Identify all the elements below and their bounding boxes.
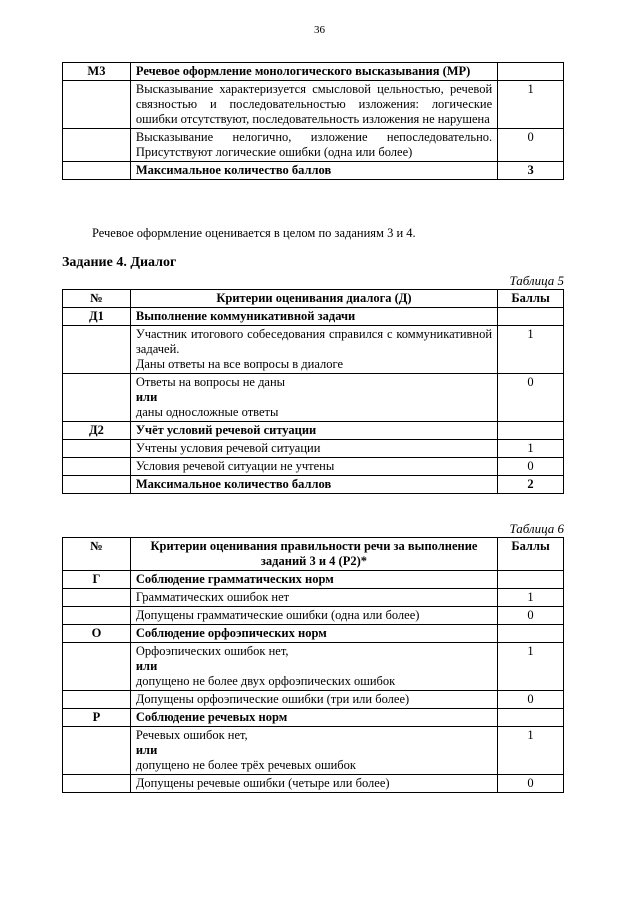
criterion-code: О bbox=[63, 625, 131, 643]
table-row bbox=[63, 422, 564, 440]
criterion-text: Грамматических ошибок нет bbox=[130, 589, 497, 607]
table-row bbox=[63, 129, 564, 162]
table-speech-correctness bbox=[62, 537, 564, 793]
points-cell bbox=[498, 571, 564, 589]
table-row bbox=[63, 727, 564, 775]
criterion-text: Допущены грамматические ошибки (одна или более) bbox=[130, 607, 497, 625]
criterion-line: даны односложные ответы bbox=[135, 405, 279, 419]
max-score-label: Максимальное количество баллов bbox=[130, 162, 497, 180]
task4-heading: Задание 4. Диалог bbox=[62, 255, 177, 270]
page-number: 36 bbox=[314, 24, 325, 36]
code-cell bbox=[63, 129, 131, 162]
criterion-line: Участник итогового собеседования справился с коммуникативной задачей. bbox=[135, 327, 493, 356]
points-cell bbox=[498, 63, 564, 81]
points-cell: 1 bbox=[498, 589, 564, 607]
criterion-line: Даны ответы на все вопросы в диалоге bbox=[135, 357, 343, 371]
criterion-text bbox=[130, 727, 497, 775]
points-cell: 0 bbox=[498, 775, 564, 793]
max-score-value: 3 bbox=[498, 162, 564, 180]
table-row bbox=[63, 440, 564, 458]
criterion-code: Г bbox=[63, 571, 131, 589]
table-row bbox=[63, 643, 564, 691]
col-number-header: № bbox=[63, 538, 131, 571]
points-cell: 1 bbox=[498, 326, 564, 374]
points-cell bbox=[498, 422, 564, 440]
criterion-text: Высказывание характеризуется смысловой цельностью, речевой связностью и последовательностью изложения: логические ошибки отсутствуют, последовательность изложения не нарушена bbox=[130, 81, 497, 129]
col-number-header: № bbox=[63, 290, 131, 308]
criterion-text bbox=[130, 326, 497, 374]
criterion-line: Ответы на вопросы не даны bbox=[135, 375, 286, 389]
or-connector: или bbox=[135, 743, 158, 757]
criterion-title: Соблюдение грамматических норм bbox=[130, 571, 497, 589]
table-dialog-criteria bbox=[62, 289, 564, 494]
max-score-value: 2 bbox=[498, 476, 564, 494]
criterion-text bbox=[130, 643, 497, 691]
criterion-text bbox=[130, 374, 497, 422]
points-cell: 0 bbox=[498, 129, 564, 162]
table-row bbox=[63, 691, 564, 709]
points-cell: 1 bbox=[498, 81, 564, 129]
code-cell bbox=[63, 643, 131, 691]
criterion-text: Допущены орфоэпические ошибки (три или более) bbox=[130, 691, 497, 709]
criterion-line: Речевых ошибок нет, bbox=[135, 728, 248, 742]
code-cell bbox=[63, 81, 131, 129]
criterion-text: Высказывание нелогично, изложение непоследовательно. Присутствуют логические ошибки (одна или более) bbox=[130, 129, 497, 162]
criterion-code: Д2 bbox=[63, 422, 131, 440]
points-cell bbox=[498, 709, 564, 727]
code-cell bbox=[63, 589, 131, 607]
table-monolog-speech bbox=[62, 62, 564, 180]
table-header-row bbox=[63, 290, 564, 308]
points-cell: 1 bbox=[498, 440, 564, 458]
code-cell bbox=[63, 476, 131, 494]
points-cell: 1 bbox=[498, 727, 564, 775]
code-cell bbox=[63, 162, 131, 180]
criterion-text: Условия речевой ситуации не учтены bbox=[130, 458, 497, 476]
code-cell bbox=[63, 775, 131, 793]
note-text: Речевое оформление оценивается в целом по заданиям 3 и 4. bbox=[92, 226, 416, 240]
code-cell bbox=[63, 374, 131, 422]
or-connector: или bbox=[135, 390, 158, 404]
table-row bbox=[63, 571, 564, 589]
criterion-line: Орфоэпических ошибок нет, bbox=[135, 644, 289, 658]
or-connector: или bbox=[135, 659, 158, 673]
criterion-line: допущено не более трёх речевых ошибок bbox=[135, 758, 356, 772]
table-row bbox=[63, 63, 564, 81]
table-row bbox=[63, 775, 564, 793]
points-cell: 0 bbox=[498, 458, 564, 476]
table-row bbox=[63, 625, 564, 643]
criterion-title: Учёт условий речевой ситуации bbox=[130, 422, 497, 440]
code-cell bbox=[63, 458, 131, 476]
code-cell bbox=[63, 326, 131, 374]
code-cell bbox=[63, 727, 131, 775]
criterion-text: Допущены речевые ошибки (четыре или более) bbox=[130, 775, 497, 793]
table-row bbox=[63, 308, 564, 326]
table-row bbox=[63, 709, 564, 727]
table-row bbox=[63, 607, 564, 625]
criterion-line: допущено не более двух орфоэпических ошибок bbox=[135, 674, 396, 688]
table-row bbox=[63, 81, 564, 129]
points-cell bbox=[498, 308, 564, 326]
col-criteria-header: Критерии оценивания правильности речи за выполнение заданий 3 и 4 (Р2)* bbox=[130, 538, 497, 571]
criterion-text: Учтены условия речевой ситуации bbox=[130, 440, 497, 458]
code-cell bbox=[63, 607, 131, 625]
code-cell bbox=[63, 440, 131, 458]
criterion-code: М3 bbox=[63, 63, 131, 81]
table-row bbox=[63, 374, 564, 422]
points-cell: 0 bbox=[498, 374, 564, 422]
criterion-title: Речевое оформление монологического высказывания (МР) bbox=[130, 63, 497, 81]
code-cell bbox=[63, 691, 131, 709]
criterion-code: Д1 bbox=[63, 308, 131, 326]
criterion-title: Выполнение коммуникативной задачи bbox=[130, 308, 497, 326]
table6-caption: Таблица 6 bbox=[509, 521, 564, 536]
col-points-header: Баллы bbox=[498, 538, 564, 571]
criterion-title: Соблюдение речевых норм bbox=[130, 709, 497, 727]
table-row bbox=[63, 589, 564, 607]
criterion-title: Соблюдение орфоэпических норм bbox=[130, 625, 497, 643]
col-criteria-header: Критерии оценивания диалога (Д) bbox=[130, 290, 497, 308]
criterion-code: Р bbox=[63, 709, 131, 727]
table-row bbox=[63, 458, 564, 476]
points-cell bbox=[498, 625, 564, 643]
points-cell: 0 bbox=[498, 691, 564, 709]
table-row bbox=[63, 476, 564, 494]
max-score-label: Максимальное количество баллов bbox=[130, 476, 497, 494]
points-cell: 0 bbox=[498, 607, 564, 625]
table5-caption: Таблица 5 bbox=[509, 273, 564, 288]
col-points-header: Баллы bbox=[498, 290, 564, 308]
table-row bbox=[63, 326, 564, 374]
points-cell: 1 bbox=[498, 643, 564, 691]
table-row bbox=[63, 162, 564, 180]
table-header-row bbox=[63, 538, 564, 571]
